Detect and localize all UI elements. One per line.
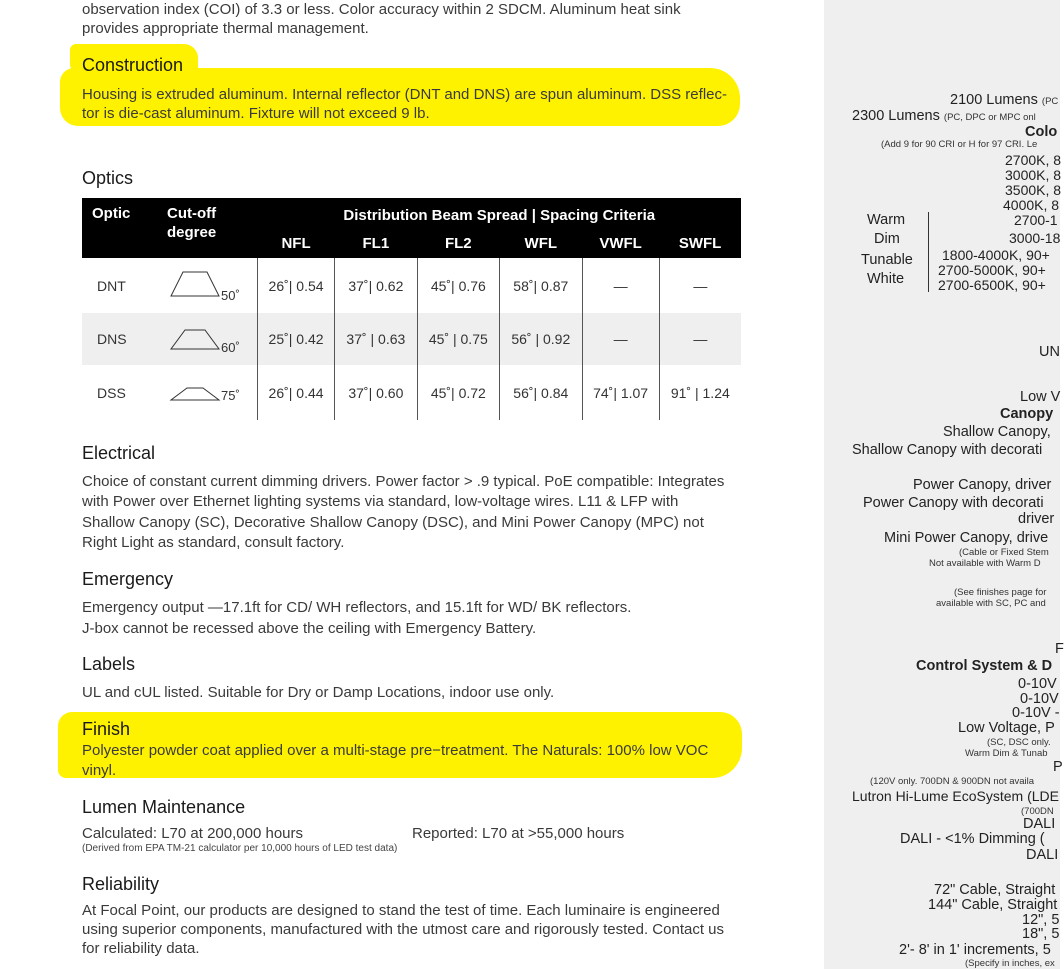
note: (SC, DSC only. bbox=[987, 737, 1051, 748]
note: (Cable or Fixed Stem bbox=[959, 547, 1049, 558]
control-option: Low Voltage, P bbox=[958, 720, 1055, 736]
cutoff-cell: 50˚ bbox=[167, 258, 258, 313]
col-wfl: WFL bbox=[500, 228, 582, 258]
construction-heading: Construction bbox=[82, 55, 184, 75]
dim-label: Dim bbox=[874, 231, 900, 247]
lumen-note: (Derived from EPA TM-21 calculator per 10,000 hours of LED test data) bbox=[82, 843, 398, 854]
divider bbox=[928, 212, 929, 292]
note: (120V only. 700DN & 900DN not availa bbox=[870, 776, 1035, 787]
col-fl1: FL1 bbox=[335, 228, 417, 258]
canopy-option: driver bbox=[1018, 511, 1055, 527]
electrical-line-4: Right Light as standard, consult factory. bbox=[82, 534, 345, 551]
emergency-line-2: J-box cannot be recessed above the ceiling with Emergency Battery. bbox=[82, 620, 537, 637]
ordering-guide-panel bbox=[824, 0, 1064, 969]
labels-line: UL and cUL listed. Suitable for Dry or Damp Locations, indoor use only. bbox=[82, 684, 555, 701]
reliability-line-2: using superior components, manufactured with the utmost care and rigorously tested. Contact us bbox=[82, 921, 725, 938]
control-option: 0-10V bbox=[1018, 676, 1057, 692]
cutoff-cell: 60˚ bbox=[167, 313, 258, 365]
optics-table bbox=[82, 198, 741, 420]
col-nfl: NFL bbox=[258, 228, 335, 258]
note: (Specify in inches, ex bbox=[965, 958, 1055, 969]
reflector-60-icon bbox=[169, 327, 229, 353]
col-optic: Optic bbox=[82, 198, 167, 258]
lumens-2100: 2100 Lumens (PC bbox=[950, 92, 1059, 108]
construction-line-1: Housing is extruded aluminum. Internal reflector (DNT and DNS) are spun aluminum. DSS reflec- bbox=[82, 86, 727, 103]
control-option: Lutron Hi-Lume EcoSystem (LDE bbox=[852, 788, 1059, 804]
note: Warm Dim & Tunab bbox=[965, 748, 1048, 759]
tunable-option: 2700-6500K, 90+ bbox=[938, 277, 1046, 293]
canopy-heading: Canopy bbox=[1000, 406, 1054, 422]
mounting-option: 72" Cable, Straight bbox=[934, 882, 1056, 898]
intro-line-2: provides appropriate thermal management. bbox=[82, 20, 369, 37]
un-label: UN bbox=[1039, 344, 1060, 360]
canopy-option: Power Canopy with decorati bbox=[863, 495, 1044, 511]
cct-option: 3500K, 8 bbox=[1005, 182, 1062, 198]
reliability-line-3: for reliability data. bbox=[82, 940, 200, 957]
canopy-option: Shallow Canopy with decorati bbox=[852, 442, 1043, 458]
tunable-label: Tunable bbox=[861, 252, 913, 268]
note: Not available with Warm D bbox=[929, 558, 1041, 569]
warm-dim-option: 2700-1 bbox=[1014, 212, 1058, 228]
electrical-line-3: Shallow Canopy (SC), Decorative Shallow Canopy (DSC), and Mini Power Canopy (MPC) not bbox=[82, 514, 704, 531]
optic-cell: DSS bbox=[97, 384, 126, 401]
lumen-reported: Reported: L70 at >55,000 hours bbox=[412, 825, 625, 842]
table-row: DNS 60˚ 25˚| 0.42 37˚ | 0.63 45˚ | 0.75 56˚ | 0.92 — — bbox=[82, 313, 741, 365]
note: (700DN bbox=[1021, 806, 1054, 817]
table-row: DNT 50˚ 26˚| 0.54 37˚| 0.62 45˚| 0.76 58˚| 0.87 — — bbox=[82, 258, 741, 313]
control-option: DALI - <1% Dimming ( bbox=[900, 831, 1045, 847]
col-group: Distribution Beam Spread | Spacing Criteria bbox=[258, 198, 742, 228]
mounting-option: 18", 5 bbox=[1022, 926, 1060, 942]
electrical-heading: Electrical bbox=[82, 443, 156, 463]
label: P bbox=[1053, 759, 1063, 775]
finish-line-1: Polyester powder coat applied over a multi-stage pre−treatment. The Naturals: 100% low VOC bbox=[82, 742, 709, 759]
col-cutoff: Cut-off degree bbox=[167, 198, 258, 258]
lumen-heading: Lumen Maintenance bbox=[82, 797, 246, 817]
col-swfl: SWFL bbox=[659, 228, 741, 258]
reflector-75-icon bbox=[169, 385, 229, 405]
emergency-heading: Emergency bbox=[82, 569, 174, 589]
table-row: DSS 75˚ 26˚| 0.44 37˚| 0.60 45˚| 0.72 56˚| 0.84 74˚| 1.07 91˚ | 1.24 bbox=[82, 365, 741, 420]
note: available with SC, PC and bbox=[936, 598, 1046, 609]
col-vwfl: VWFL bbox=[582, 228, 659, 258]
control-option: 0-10V bbox=[1020, 691, 1059, 707]
mounting-option: 2'- 8' in 1' increments, 5 bbox=[899, 942, 1051, 958]
canopy-option: Mini Power Canopy, drive bbox=[884, 530, 1049, 546]
lumen-calculated: Calculated: L70 at 200,000 hours bbox=[82, 825, 303, 842]
control-option: DALI bbox=[1026, 847, 1059, 863]
cct-option: 3000K, 8 bbox=[1005, 167, 1062, 183]
cct-option: 4000K, 8 bbox=[1003, 197, 1060, 213]
labels-heading: Labels bbox=[82, 654, 136, 674]
control-option: 0-10V - bbox=[1012, 705, 1060, 721]
white-label: White bbox=[867, 271, 905, 287]
lumens-2300: 2300 Lumens (PC, DPC or MPC onl bbox=[852, 108, 1036, 124]
tunable-option: 2700-5000K, 90+ bbox=[938, 262, 1046, 278]
warm-label: Warm bbox=[867, 212, 906, 228]
color-heading: Colo bbox=[1025, 124, 1058, 140]
reflector-50-icon bbox=[169, 270, 229, 300]
reliability-line-1: At Focal Point, our products are designed to stand the test of time. Each luminaire is engineered bbox=[82, 902, 720, 919]
reliability-heading: Reliability bbox=[82, 874, 160, 894]
intro-line-1: observation index (COI) of 3.3 or less. Color accuracy within 2 SDCM. Aluminum heat sink bbox=[82, 1, 681, 18]
label: F bbox=[1055, 641, 1064, 657]
electrical-line-1: Choice of constant current dimming drivers. Power factor > .9 typical. PoE compatible: Integrates bbox=[82, 473, 725, 490]
mounting-option: 144" Cable, Straight bbox=[928, 897, 1058, 913]
tunable-option: 1800-4000K, 90+ bbox=[942, 247, 1050, 263]
optic-cell: DNT bbox=[97, 277, 126, 294]
canopy-option: Shallow Canopy, bbox=[943, 424, 1051, 440]
control-heading: Control System & D bbox=[916, 658, 1053, 674]
optic-cell: DNS bbox=[82, 313, 167, 365]
cct-option: 2700K, 8 bbox=[1005, 152, 1062, 168]
col-fl2: FL2 bbox=[417, 228, 499, 258]
construction-line-2: tor is die-cast aluminum. Fixture will not exceed 9 lb. bbox=[82, 105, 430, 122]
canopy-option: Power Canopy, driver bbox=[913, 477, 1052, 493]
finish-heading: Finish bbox=[82, 719, 131, 739]
optics-heading: Optics bbox=[82, 168, 134, 188]
warm-dim-option: 3000-18 bbox=[1009, 230, 1061, 246]
finish-line-2: vinyl. bbox=[82, 762, 117, 779]
note: (See finishes page for bbox=[954, 587, 1047, 598]
electrical-line-2: with Power over Ethernet lighting systems via standard, low-voltage wires. L11 & LFP with bbox=[82, 493, 679, 510]
cutoff-cell: 75˚ bbox=[167, 365, 258, 420]
low-v-label: Low V bbox=[1020, 389, 1061, 405]
color-note: (Add 9 for 90 CRI or H for 97 CRI. Le bbox=[881, 139, 1038, 150]
mounting-option: 12", 5 bbox=[1022, 912, 1060, 928]
emergency-line-1: Emergency output —17.1ft for CD/ WH reflectors, and 15.1ft for WD/ BK reflectors. bbox=[82, 599, 632, 616]
control-option: DALI bbox=[1023, 816, 1056, 832]
